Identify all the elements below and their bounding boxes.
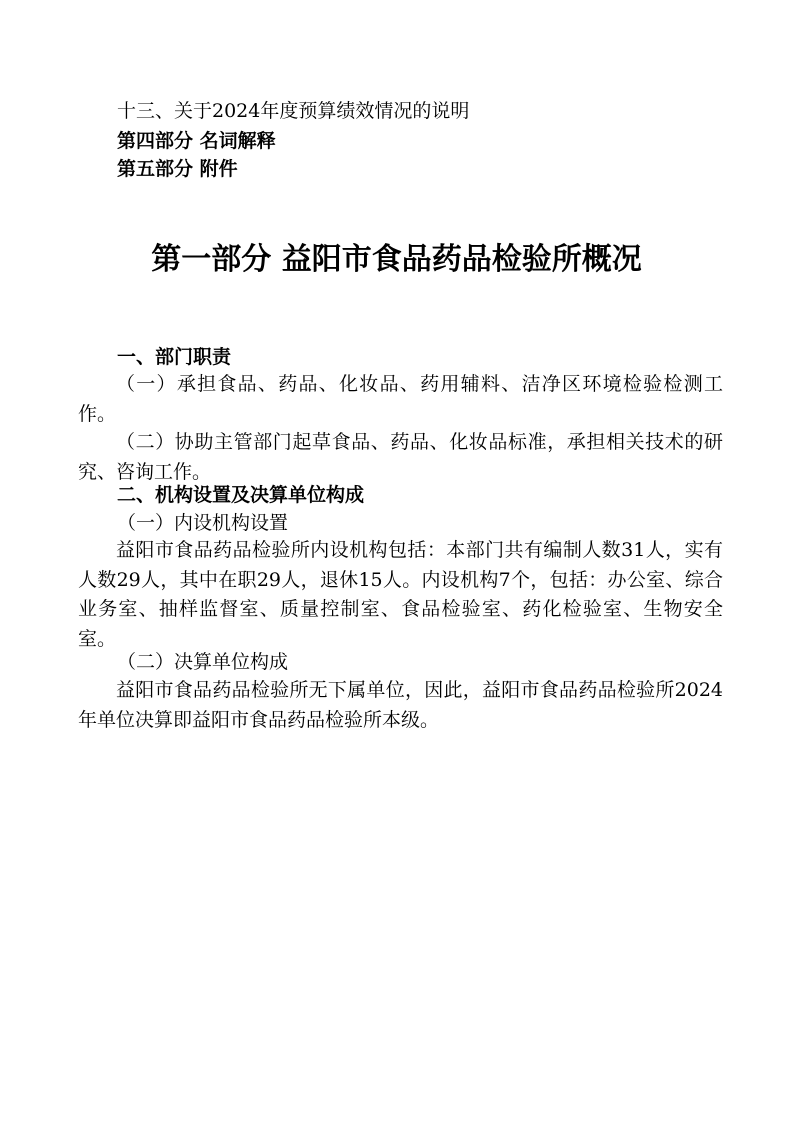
page-title: 第一部分 益阳市食品药品检验所概况 <box>151 242 642 277</box>
section-2-sub-2-heading: （二）决算单位构成 <box>117 651 289 673</box>
section-1-heading: 一、部门职责 <box>117 346 232 368</box>
section-1-item-2: （二）协助主管部门起草食品、药品、化妆品标准，承担相关技术的研究、咨询工作。 <box>78 431 723 483</box>
section-2-sub-1-heading: （一）内设机构设置 <box>117 512 289 534</box>
section-2-heading: 二、机构设置及决算单位构成 <box>117 484 365 506</box>
toc-item-13: 十三、关于2024年度预算绩效情况的说明 <box>117 100 470 122</box>
section-1-item-1: （一）承担食品、药品、化妆品、药用辅料、洁净区环境检验检测工作。 <box>78 373 723 425</box>
section-2-sub-1-text: 益阳市食品药品检验所内设机构包括：本部门共有编制人数31人，实有人数29人，其中在职29人，退休15人。内设机构7个，包括：办公室、综合业务室、抽样监督室、质量控制室、食品检验室、药化检验室、生物安全室。 <box>78 539 723 650</box>
toc-part-5: 第五部分 附件 <box>117 158 238 180</box>
section-2-sub-2-text: 益阳市食品药品检验所无下属单位，因此，益阳市食品药品检验所2024年单位决算即益阳市食品药品检验所本级。 <box>78 679 723 731</box>
toc-part-4: 第四部分 名词解释 <box>117 130 276 152</box>
